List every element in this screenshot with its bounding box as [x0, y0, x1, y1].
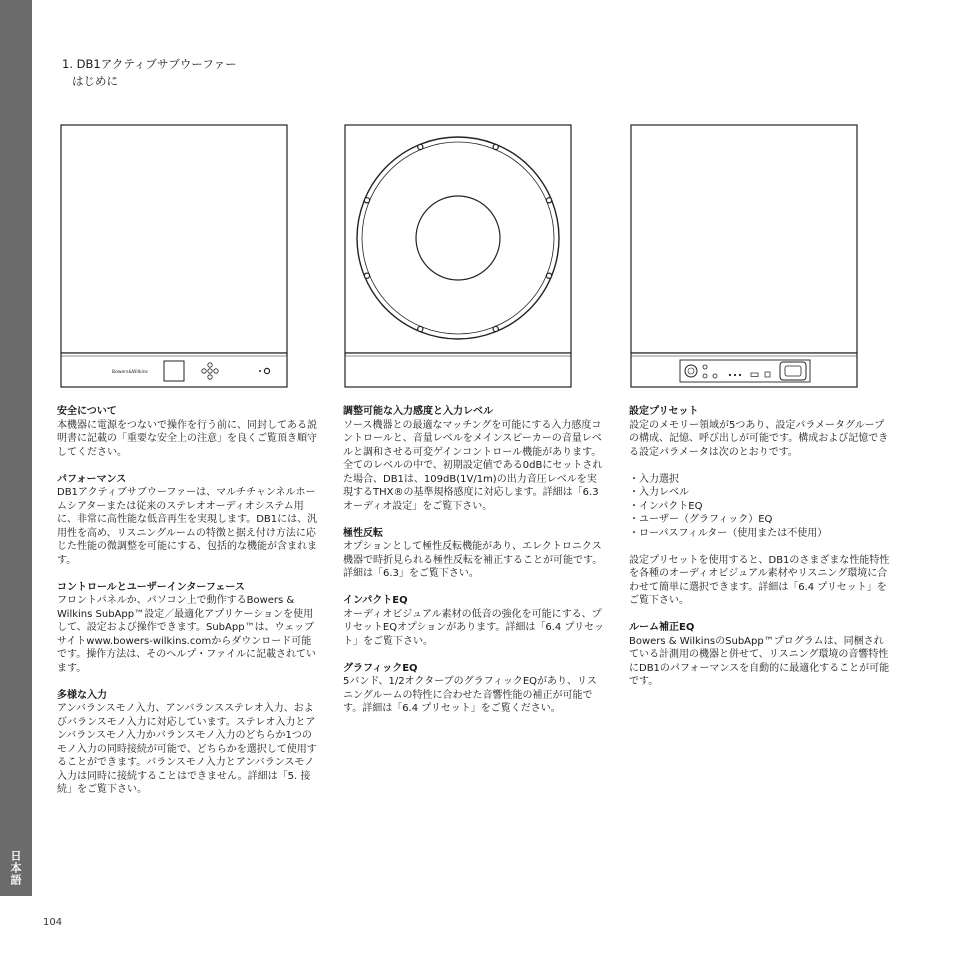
- rear-indicator-dots: [729, 374, 741, 376]
- section-heading: 設定プリセット: [629, 406, 699, 417]
- language-side-tab: [0, 0, 32, 896]
- text-column-3: [629, 405, 891, 702]
- list-item: ・入力レベル: [629, 487, 689, 498]
- section-body: 設定プリセットを使用すると、DB1のさまざまな性能特性を各種のオーディオビジュアル素材やリスニング環境に合わせて簡単に選択できます。詳細は「6.4 プリセット」をご覧下さい。: [629, 554, 890, 606]
- section-heading: パフォーマンス: [57, 473, 127, 485]
- section-body: フロントパネルか、パソコン上で動作するBowers & Wilkins SubApp™設定／最適化アプリケーションを使用して、設定および操作できます。SubApp™は、ウェッブサイトwww.bowers-wilkins.comからダウンロード可能です。操作方法は、そのヘルプ・ファイルに記載されています。: [57, 595, 316, 674]
- mounting-bolt: [418, 144, 423, 149]
- preset-parameter-list: [629, 473, 891, 541]
- section-body: DB1アクティブサブウーファーは、マルチチャンネルホームシアターまたは従来のステレオオーディオシステム用に、非常に高性能な低音再生を実現します。DB1には、汎用性を高め、リスニングルームの特徴と据え付け方法に応じた性能の微調整を可能にする、包括的な機能が含まれます。: [57, 487, 318, 566]
- chapter-subtitle: はじめに: [72, 74, 118, 88]
- section-heading: 安全について: [57, 406, 117, 417]
- text-column-1: [57, 405, 319, 810]
- list-item: ・ユーザー（グラフィック）EQ: [629, 514, 773, 525]
- language-label: 日本語: [9, 850, 22, 886]
- section-heading: グラフィックEQ: [343, 662, 418, 674]
- mounting-bolt: [493, 326, 498, 331]
- section-heading: 多様な入力: [57, 689, 107, 701]
- section-heading: コントロールとユーザーインターフェース: [57, 581, 245, 593]
- text-column-2: [343, 405, 605, 729]
- section-heading: 調整可能な入力感度と入力レベル: [343, 406, 493, 417]
- section-body: 本機器に電源をつないで操作を行う前に、同封してある説明書に記載の「重要な安全上の注意」を良くご覧頂き順守してください。: [57, 419, 317, 458]
- list-item: ・インパクトEQ: [629, 500, 703, 512]
- section-body: アンバランスモノ入力、アンバランスステレオ入力、およびバランスモノ入力に対応しています。ステレオ入力とアンバランスモノ入力かバランスモノ入力のどちらか1つのモノ入力の同時接続が可能で、どちらかを選択して使用することができます。バランスモノ入力とアンバランスモノ入力は同時に接続することはできません。詳細は「5. 接続」をご覧下さい。: [57, 703, 317, 795]
- section-heading: インパクトEQ: [343, 595, 408, 606]
- section-body: オーディオビジュアル素材の低音の強化を可能にする、プリセットEQオプションがあります。詳細は「6.4 プリセット」をご覧下さい。: [343, 608, 604, 647]
- subwoofer-rear-illustration: [630, 124, 860, 390]
- power-led: [259, 370, 261, 372]
- mounting-bolt: [364, 198, 369, 203]
- list-item: ・入力選択: [629, 473, 679, 485]
- mounting-bolt: [546, 198, 551, 203]
- mounting-bolt: [493, 144, 498, 149]
- chapter-title: 1. DB1アクティブサブウーファー: [62, 57, 237, 71]
- section-body: オプションとして極性反転機能があり、エレクトロニクス機器で時折見られる極性反転を補正することが可能です。詳細は「6.3」をご覧下さい。: [343, 541, 603, 579]
- subwoofer-driver-illustration: [344, 124, 574, 390]
- subwoofer-front-illustration: [60, 124, 290, 390]
- section-heading: ルーム補正EQ: [629, 622, 695, 633]
- mounting-bolt: [546, 273, 551, 278]
- section-body: Bowers & WilkinsのSubApp™プログラムは、同梱されている計測用の機器と併せて、リスニング環境の音響特性にDB1のパフォーマンスを自動的に最適化することが可能です。: [629, 635, 890, 687]
- section-body: 5バンド、1/2オクターブのグラフィックEQがあり、リスニングルームの特性に合わせた音響性能の補正が可能です。詳細は「6.4 プリセット」をご覧ください。: [343, 676, 597, 714]
- list-item: ・ローパスフィルター（使用または不使用）: [629, 527, 828, 539]
- page-number: 104: [43, 917, 63, 928]
- section-body: 設定のメモリー領域が5つあり、設定パラメータグループの構成、記憶、呼び出しが可能です。構成および記憶できる設定パラメータは次のとおりです。: [629, 419, 889, 458]
- section-body: ソース機器との最適なマッチングを可能にする入力感度コントロールと、音量レベルをメインスピーカーの音量レベルと調和させる可変ゲインコントロール機能があります。全てのレベルの中で、初期設定値である0dBにセットされた場合、DB1は、109dB(1V/1m)の出力音圧レベルを実現するTHX®の基準規格感度に対応します。詳細は「6.3 オーディオ設定」をご覧下さい。: [343, 419, 603, 512]
- mounting-bolt: [418, 326, 423, 331]
- front-panel-brand-logo: Bowers&Wilkins: [112, 370, 148, 375]
- mounting-bolt: [364, 273, 369, 278]
- chapter-header: [62, 56, 237, 90]
- section-heading: 極性反転: [343, 527, 383, 539]
